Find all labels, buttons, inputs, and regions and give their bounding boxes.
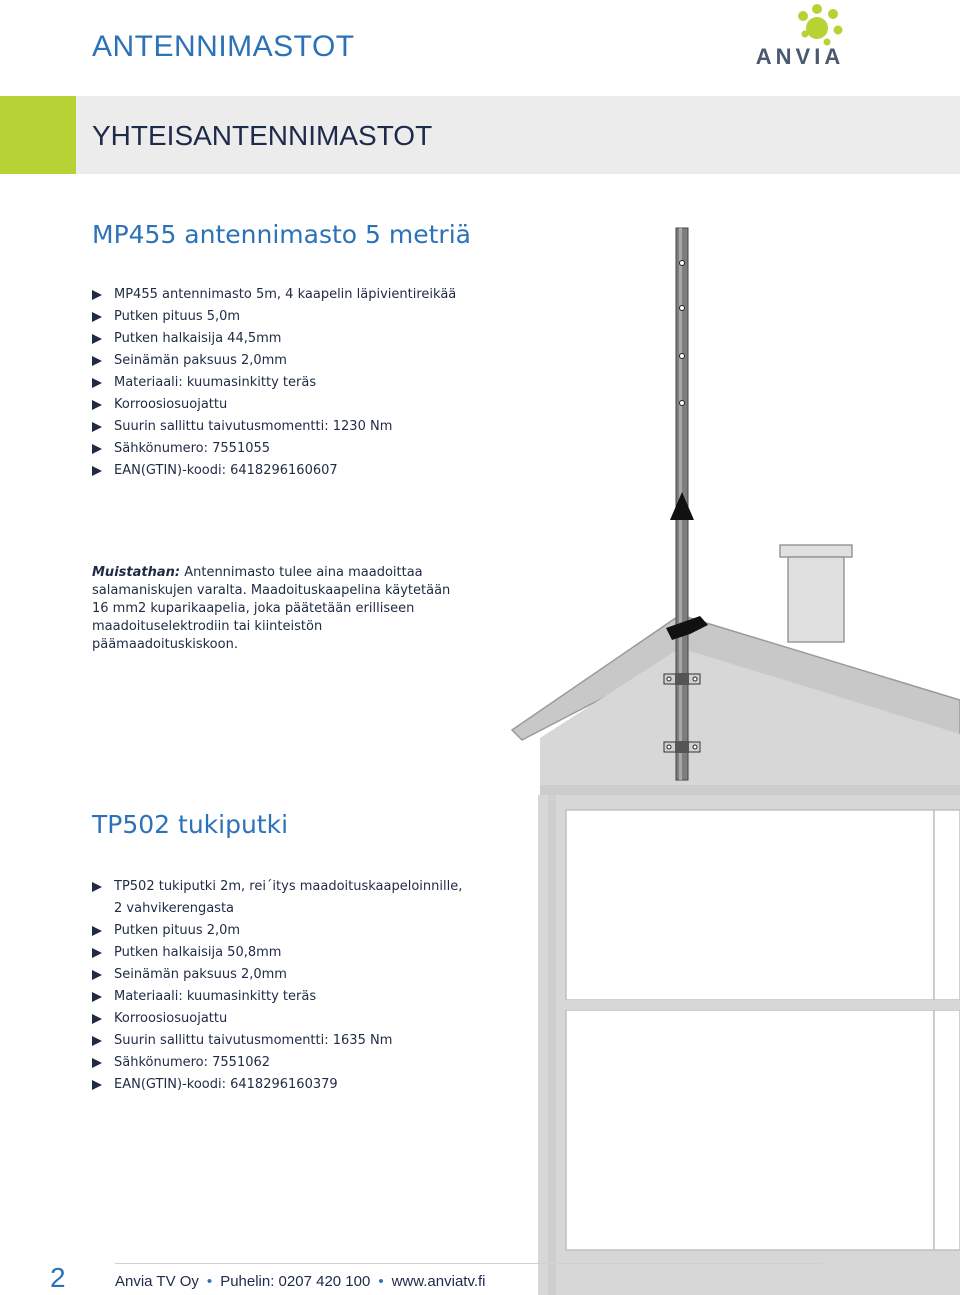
category-band	[0, 96, 960, 174]
arrow-bullet-icon	[92, 992, 102, 1002]
category-title: YHTEISANTENNIMASTOT	[92, 120, 433, 151]
spec-list-tp502	[92, 876, 472, 1096]
spec-item: Suurin sallittu taivutusmomentti: 1230 Nm	[92, 416, 472, 438]
anvia-logo	[745, 4, 855, 70]
spec-item: Materiaali: kuumasinkitty teräs	[92, 372, 472, 394]
separator-dot-icon: •	[378, 1273, 384, 1290]
band-accent	[0, 96, 76, 174]
spec-item: Putken halkaisija 44,5mm	[92, 328, 472, 350]
spec-item: Putken halkaisija 50,8mm	[92, 942, 472, 964]
spec-item: Putken pituus 2,0m	[92, 920, 472, 942]
arrow-bullet-icon	[92, 334, 102, 344]
logo-splash-icon	[798, 4, 843, 46]
arrow-bullet-icon	[92, 312, 102, 322]
product-title-tp502: TP502 tukiputki	[92, 810, 289, 839]
footer-company: Anvia TV Oy	[115, 1273, 199, 1290]
arrow-bullet-icon	[92, 378, 102, 388]
arrow-bullet-icon	[92, 1058, 102, 1068]
spec-item: Sähkönumero: 7551055	[92, 438, 472, 460]
spec-item: Sähkönumero: 7551062	[92, 1052, 472, 1074]
page-number: 2	[50, 1262, 66, 1293]
footer-phone: Puhelin: 0207 420 100	[220, 1273, 371, 1290]
spec-list-mp455	[92, 284, 472, 482]
spec-item: Putken pituus 5,0m	[92, 306, 472, 328]
arrow-bullet-icon	[92, 882, 102, 892]
spec-item: Materiaali: kuumasinkitty teräs	[92, 986, 472, 1008]
note-label: Muistathan:	[92, 565, 181, 580]
product-title-mp455: MP455 antennimasto 5 metriä	[92, 220, 471, 249]
footer-divider	[115, 1263, 823, 1264]
grounding-note	[92, 564, 452, 654]
separator-dot-icon: •	[206, 1273, 213, 1290]
spec-item: EAN(GTIN)-koodi: 6418296160607	[92, 460, 472, 482]
arrow-bullet-icon	[92, 356, 102, 366]
arrow-bullet-icon	[92, 466, 102, 476]
footer-website-link[interactable]: www.anviatv.fi	[391, 1273, 486, 1290]
footer-contact	[115, 1273, 486, 1290]
arrow-bullet-icon	[92, 444, 102, 454]
spec-item: EAN(GTIN)-koodi: 6418296160379	[92, 1074, 472, 1096]
spec-item: TP502 tukiputki 2m, rei´itys maadoituskaapeloinnille, 2 vahvikerengasta	[92, 876, 472, 920]
spec-item: MP455 antennimasto 5m, 4 kaapelin läpivientireikää	[92, 284, 472, 306]
spec-item: Suurin sallittu taivutusmomentti: 1635 Nm	[92, 1030, 472, 1052]
arrow-bullet-icon	[92, 422, 102, 432]
spec-item: Seinämän paksuus 2,0mm	[92, 350, 472, 372]
logo-wordmark: ANVIA	[755, 44, 845, 69]
arrow-bullet-icon	[92, 290, 102, 300]
arrow-bullet-icon	[92, 970, 102, 980]
spec-item: Korroosiosuojattu	[92, 1008, 472, 1030]
note-text: Antennimasto tulee aina maadoittaa salamaniskujen varalta. Maadoituskaapelina käytetään 16 mm2 kuparikaapelia, joka päätetään erilliseen maadoituselektrodiin tai kiinteistön päämaadoituskiskoon.	[92, 565, 451, 652]
arrow-bullet-icon	[92, 400, 102, 410]
arrow-bullet-icon	[92, 1080, 102, 1090]
spec-item: Seinämän paksuus 2,0mm	[92, 964, 472, 986]
spec-item: Korroosiosuojattu	[92, 394, 472, 416]
arrow-bullet-icon	[92, 948, 102, 958]
arrow-bullet-icon	[92, 926, 102, 936]
arrow-bullet-icon	[92, 1036, 102, 1046]
section-title: ANTENNIMASTOT	[92, 30, 355, 63]
arrow-bullet-icon	[92, 1014, 102, 1024]
